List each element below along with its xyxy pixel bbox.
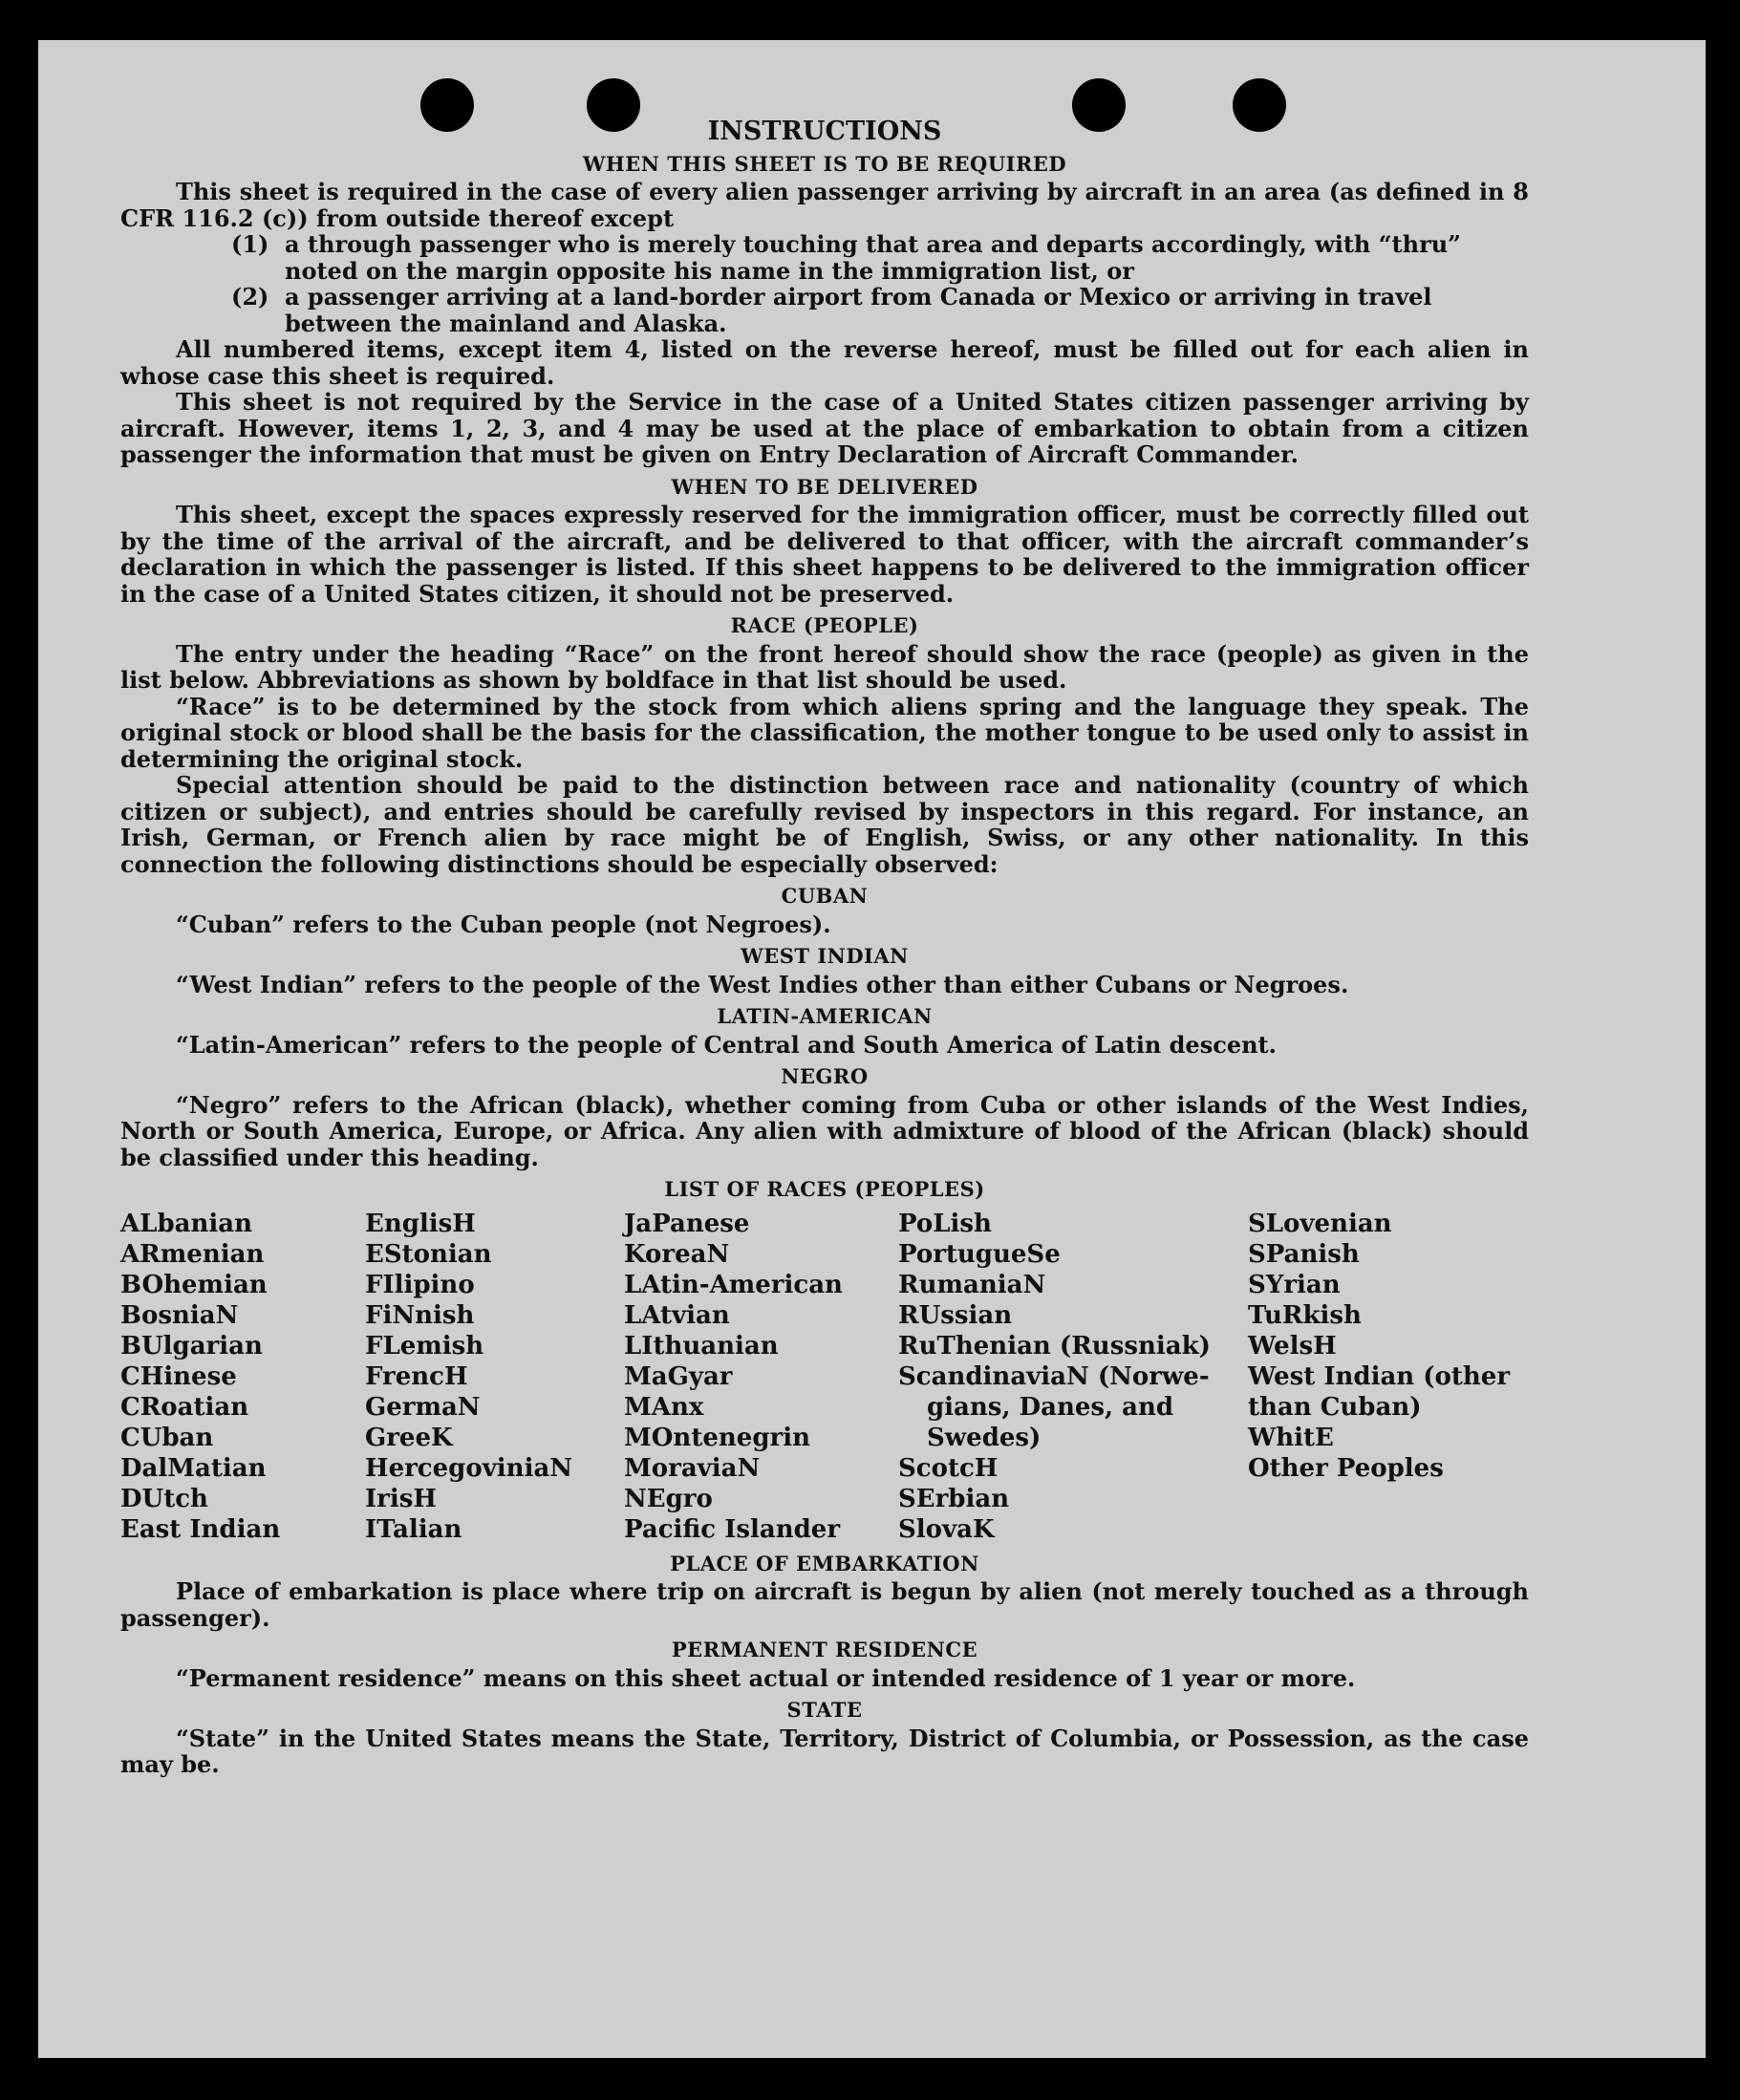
section-heading-required: WHEN THIS SHEET IS TO BE REQUIRED — [582, 151, 1067, 176]
item-number: (1) — [231, 230, 269, 258]
negro-text: “Negro” refers to the African (black), whether coming from Cuba or other islands of the West Indies, North or South America, Europe, or Africa. Any alien with admixture of blood of the African (black) should be classified under this heading. — [120, 1090, 1529, 1171]
section-heading-latin-american: LATIN-AMERICAN — [717, 1004, 933, 1028]
race-entry: ScandinaviaN (Norwe- — [898, 1361, 1210, 1391]
race-entry: KoreaN — [624, 1239, 730, 1269]
residence-text: “Permanent residence” means on this sheet actual or intended residence of 1 year or more. — [176, 1663, 1356, 1692]
race-entry: RuThenian (Russniak) — [898, 1331, 1211, 1361]
race-entry-continued: than Cuban) — [1248, 1392, 1422, 1422]
race-entry: EStonian — [365, 1239, 492, 1269]
race-entry: ALbanian — [120, 1209, 253, 1238]
west-indian-text: “West Indian” refers to the people of the West Indies other than either Cubans or Negroes. — [176, 970, 1349, 998]
race-entry: PoLish — [898, 1209, 992, 1238]
race-entry: IrisH — [365, 1484, 437, 1513]
required-intro: This sheet is required in the case of every alien passenger arriving by aircraft in an area (as defined in 8 CFR 116.2 (c)) from outside thereof except — [120, 178, 1529, 232]
race-entry: RumaniaN — [898, 1270, 1046, 1299]
race-entry: DalMatian — [120, 1453, 267, 1483]
race-entry: SPanish — [1248, 1239, 1360, 1269]
race-entry: ARmenian — [120, 1239, 265, 1269]
race-entry: MoraviaN — [624, 1453, 761, 1483]
section-heading-state: STATE — [786, 1698, 863, 1722]
race-entry: JaPanese — [624, 1209, 750, 1238]
race-entry: BUlgarian — [120, 1331, 263, 1361]
race-entry: NEgro — [624, 1484, 713, 1513]
delivered-text: This sheet, except the spaces expressly reserved for the immigration officer, must be correctly filled out by the time of the arrival of the aircraft, and be delivered to that officer, with the aircraft commander’s declaration in which the passenger is listed. If this sheet happens to be delivered to the immigration officer in the case of a United States citizen, it should not be preserved. — [120, 501, 1529, 608]
races-table — [120, 1209, 1529, 1545]
race-paragraph: The entry under the heading “Race” on the front hereof should show the race (people) as given in the list below. Abbreviations as shown by boldface in that list should be used. — [120, 639, 1529, 694]
instructions-body — [120, 115, 1529, 1778]
section-heading-cuban: CUBAN — [781, 884, 869, 908]
required-paragraph: All numbered items, except item 4, listed on the reverse hereof, must be filled out for each alien in whose case this sheet is required. — [120, 335, 1529, 390]
latin-american-text: “Latin-American” refers to the people of Central and South America of Latin descent. — [176, 1030, 1277, 1059]
state-text: “State” in the United States means the State, Territory, District of Columbia, or Possession, as the case may be. — [120, 1724, 1529, 1778]
section-heading-delivered: WHEN TO BE DELIVERED — [671, 474, 978, 499]
race-entry: SlovaK — [898, 1514, 995, 1544]
race-entry: BosniaN — [120, 1300, 239, 1330]
item-text: a through passenger who is merely touching that area and departs accordingly, with “thru” noted on the margin opposite his name in the immigration list, or — [285, 230, 1461, 285]
section-heading-race: RACE (PEOPLE) — [730, 613, 919, 637]
race-entry — [1248, 1484, 1529, 1514]
race-entry: Other Peoples — [1248, 1453, 1444, 1483]
exception-item — [231, 284, 1529, 336]
race-entry: HercegoviniaN — [365, 1453, 573, 1483]
race-entry — [1248, 1514, 1529, 1545]
race-entry: Pacific Islander — [624, 1514, 841, 1544]
race-entry: BOhemian — [120, 1270, 268, 1299]
exception-item — [231, 231, 1529, 284]
item-text: a passenger arriving at a land-border airport from Canada or Mexico or arriving in travel between the mainland and Alaska. — [285, 283, 1432, 337]
race-entry: SYrian — [1248, 1270, 1341, 1299]
section-heading-negro: NEGRO — [781, 1064, 869, 1088]
race-entry: LAtvian — [624, 1300, 730, 1330]
item-number: (2) — [231, 283, 269, 311]
race-entry-continued: gians, Danes, and — [927, 1392, 1174, 1422]
race-entry: WelsH — [1248, 1331, 1337, 1361]
cuban-text: “Cuban” refers to the Cuban people (not Negroes). — [176, 910, 831, 938]
race-entry: MOntenegrin — [624, 1423, 810, 1452]
race-entry-continued: Swedes) — [927, 1423, 1042, 1452]
race-entry: CUban — [120, 1423, 214, 1452]
race-entry: GermaN — [365, 1392, 481, 1422]
race-entry: West Indian (other — [1248, 1361, 1511, 1391]
race-entry: ScotcH — [898, 1453, 999, 1483]
section-heading-west-indian: WEST INDIAN — [741, 944, 909, 968]
race-entry: MAnx — [624, 1392, 704, 1422]
race-entry: FLemish — [365, 1331, 484, 1361]
race-entry: ITalian — [365, 1514, 462, 1544]
embarkation-text: Place of embarkation is place where trip on aircraft is begun by alien (not merely touched as a through passenger). — [120, 1577, 1529, 1632]
section-heading-residence: PERMANENT RESIDENCE — [671, 1638, 978, 1661]
race-entry: RUssian — [898, 1300, 1013, 1330]
race-entry: FrencH — [365, 1361, 468, 1391]
section-heading-races-list: LIST OF RACES (PEOPLES) — [664, 1177, 985, 1201]
race-entry: PortugueSe — [898, 1239, 1061, 1269]
section-heading-embarkation: PLACE OF EMBARKATION — [670, 1551, 979, 1575]
document-sheet — [38, 40, 1706, 2058]
race-entry: SErbian — [898, 1484, 1010, 1513]
race-paragraph: Special attention should be paid to the distinction between race and nationality (country of which citizen or subject), and entries should be carefully revised by inspectors in this regard. For instance, an Irish, German, or French alien by race might be of English, Swiss, or any other nationality. In this connection the following distinctions should be especially observed: — [120, 771, 1529, 878]
race-entry: LIthuanian — [624, 1331, 779, 1361]
race-entry: SLovenian — [1248, 1209, 1392, 1238]
race-entry: CRoatian — [120, 1392, 249, 1422]
race-entry: FiNnish — [365, 1300, 475, 1330]
race-entry: CHinese — [120, 1361, 237, 1391]
race-entry: EnglisH — [365, 1209, 476, 1238]
required-paragraph: This sheet is not required by the Service in the case of a United States citizen passenger arriving by aircraft. However, items 1, 2, 3, and 4 may be used at the place of embarkation to obtain from a citizen passenger the information that must be given on Entry Declaration of Aircraft Commander. — [120, 388, 1529, 468]
race-entry: WhitE — [1248, 1423, 1334, 1452]
race-entry: FIlipino — [365, 1270, 475, 1299]
race-entry: LAtin-American — [624, 1270, 843, 1299]
race-paragraph: “Race” is to be determined by the stock from which aliens spring and the language they speak. The original stock or blood shall be the basis for the classification, the mother tongue to be used only to assist in determining the original stock. — [120, 692, 1529, 773]
race-entry: TuRkish — [1248, 1300, 1362, 1330]
race-entry: GreeK — [365, 1423, 453, 1452]
race-entry: DUtch — [120, 1484, 208, 1513]
instructions-title: INSTRUCTIONS — [707, 117, 942, 146]
race-entry: East Indian — [120, 1514, 281, 1544]
race-entry: MaGyar — [624, 1361, 733, 1391]
